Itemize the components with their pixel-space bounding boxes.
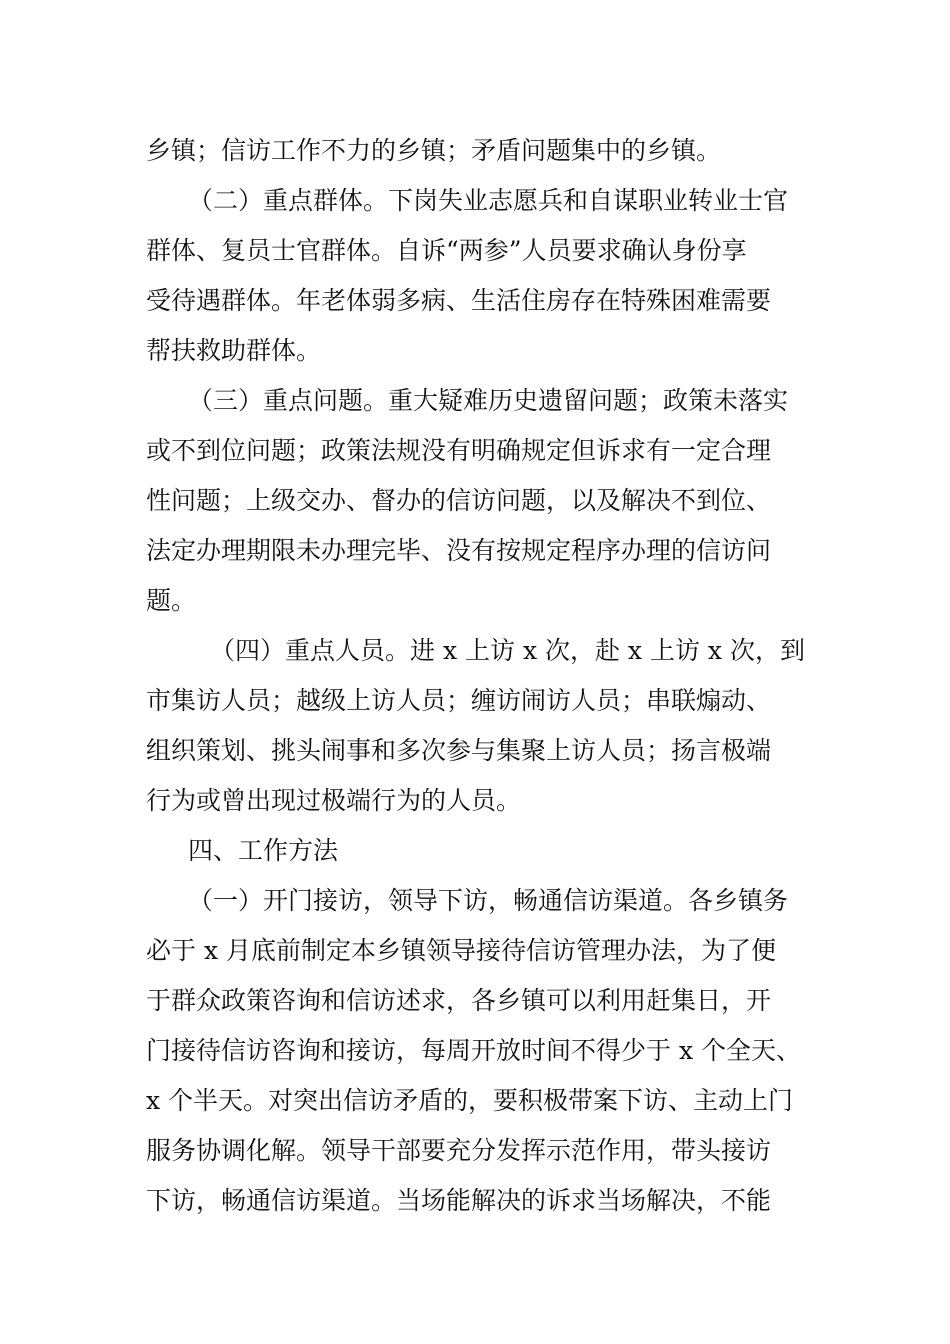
- text-line-1: 乡镇；信访工作不力的乡镇；矛盾问题集中的乡镇。: [146, 136, 722, 165]
- text-line-16: （一）开门接访，领导下访，畅通信访渠道。各乡镇务: [188, 886, 789, 915]
- text-line-2: （二）重点群体。下岗失业志愿兵和自谋职业转业士官: [188, 186, 789, 215]
- text-line-12: 市集访人员；越级上访人员；缠访闹访人员；串联煽动、: [146, 686, 772, 715]
- text-line-22: 下访，畅通信访渠道。当场能解决的诉求当场解决，不能: [146, 1186, 772, 1215]
- text-line-20: x 个半天。对突出信访矛盾的，要积极带案下访、主动上门: [146, 1086, 794, 1115]
- section-heading: 四、工作方法: [188, 836, 339, 865]
- text-line-5: 帮扶救助群体。: [146, 336, 322, 365]
- text-line-14: 行为或曾出现过极端行为的人员。: [146, 786, 522, 815]
- text-line-8: 性问题；上级交办、督办的信访问题，以及解决不到位、: [146, 486, 772, 515]
- text-line-9: 法定办理期限未办理完毕、没有按规定程序办理的信访问: [146, 536, 772, 565]
- text-line-18: 于群众政策咨询和信访述求，各乡镇可以利用赶集日，开: [146, 986, 772, 1015]
- text-line-11: （四）重点人员。进 x 上访 x 次，赴 x 上访 x 次，到: [210, 636, 805, 665]
- text-line-3: 群体、复员士官群体。自诉“两参”人员要求确认身份享: [146, 236, 747, 265]
- text-line-13: 组织策划、挑头闹事和多次参与集聚上访人员；扬言极端: [146, 736, 772, 765]
- text-line-19: 门接待信访咨询和接访，每周开放时间不得少于 x 个全天、: [146, 1036, 801, 1065]
- text-line-21: 服务协调化解。领导干部要充分发挥示范作用，带头接访: [146, 1136, 772, 1165]
- text-line-7: 或不到位问题；政策法规没有明确规定但诉求有一定合理: [146, 436, 772, 465]
- text-line-6: （三）重点问题。重大疑难历史遗留问题；政策未落实: [188, 386, 789, 415]
- text-line-4: 受待遇群体。年老体弱多病、生活住房存在特殊困难需要: [146, 286, 772, 315]
- text-line-10: 题。: [146, 586, 197, 615]
- text-line-17: 必于 x 月底前制定本乡镇领导接待信访管理办法，为了便: [146, 936, 776, 965]
